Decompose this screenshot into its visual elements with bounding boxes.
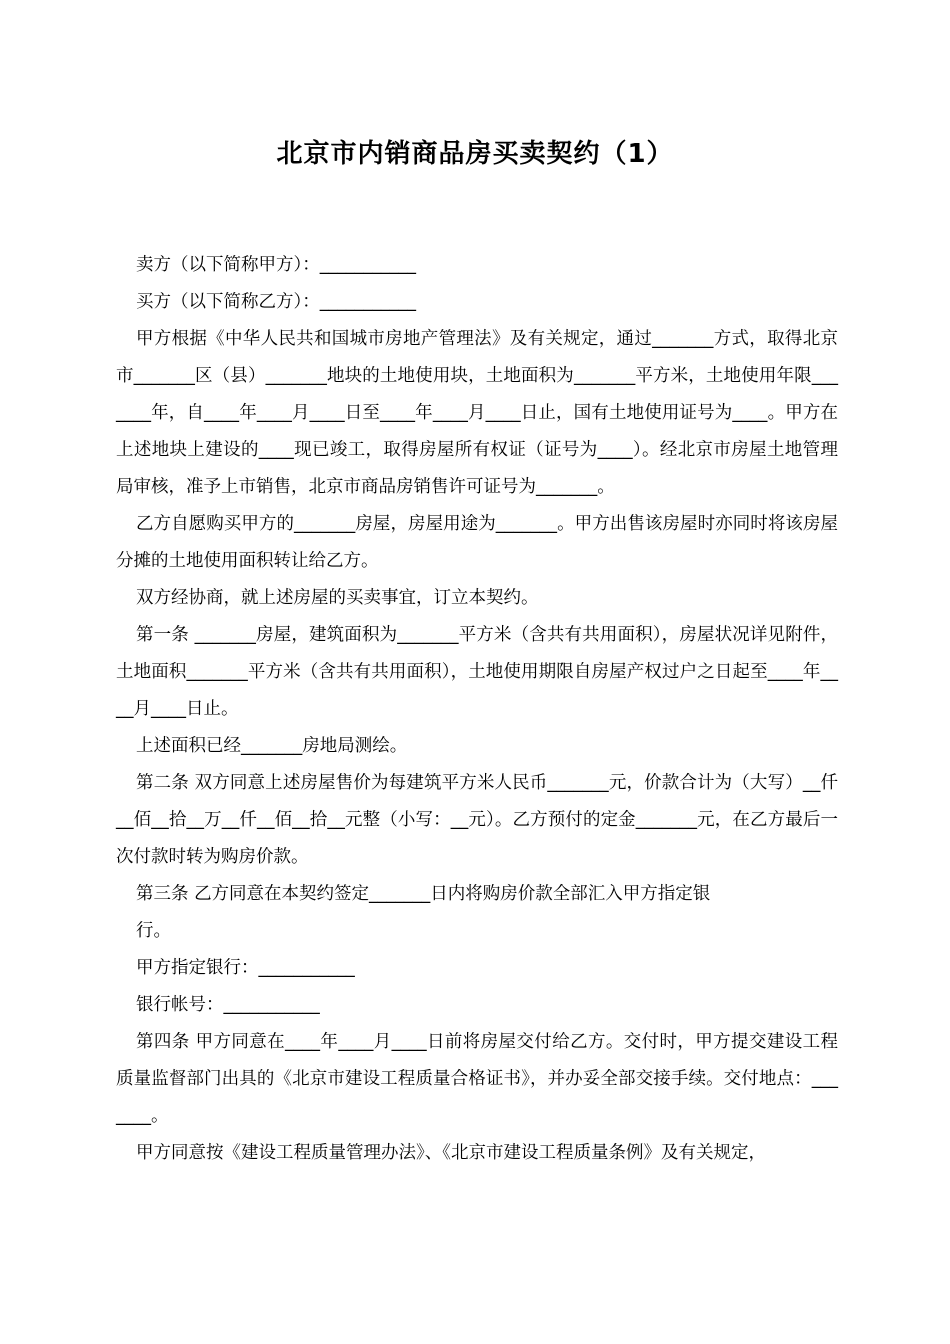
article-3-paragraph: 第三条 乙方同意在本契约签定_______日内将购房价款全部汇入甲方指定银 (136, 884, 711, 904)
article-1-paragraph: 第一条 _______房屋，建筑面积为_______平方米（含共有共用面积），房屋状况详见附件，土地面积_______平方米（含共有共用面积），土地使用期限自房屋产权过户之日起至____年____月____日止。 (116, 625, 838, 719)
document-title: 北京市内销商品房买卖契约（1） (276, 139, 674, 169)
article-2-paragraph: 第二条 双方同意上述房屋售价为每建筑平方米人民币_______元，价款合计为（大写）__仟__佰__拾__万__仟__佰__拾__元整（小写：__元）。乙方预付的定金_______元，在乙方最后一次付款时转为购房价款。 (116, 773, 838, 867)
article-4-paragraph: 第四条 甲方同意在____年____月____日前将房屋交付给乙方。交付时，甲方提交建设工程质量监督部门出具的《北京市建设工程质量合格证书》，并办妥全部交接手续。交付地点：_______。 (116, 1032, 838, 1126)
quality-paragraph: 甲方同意按《建设工程质量管理办法》、《北京市建设工程质量条例》及有关规定， (136, 1143, 766, 1163)
purchase-paragraph: 乙方自愿购买甲方的_______房屋，房屋用途为_______。甲方出售该房屋时亦同时将该房屋分摊的土地使用面积转让给乙方。 (116, 514, 838, 571)
agreement-paragraph: 双方经协商，就上述房屋的买卖事宜，订立本契约。 (136, 588, 539, 608)
preamble-paragraph: 甲方根据《中华人民共和国城市房地产管理法》及有关规定，通过_______方式，取得北京市_______区（县）_______地块的土地使用块，土地面积为_______平方米，土地使用年限_______年，自____年____月____日至____年____月____日止，国有土地使用证号为____。甲方在上述地块上建设的____现已竣工，取得房屋所有权证（证号为____）。经北京市房屋土地管理局审核，准予上市销售，北京市商品房销售许可证号为_______。 (116, 329, 838, 497)
buyer-line: 买方（以下简称乙方）：___________ (136, 292, 416, 312)
contract-body (116, 247, 838, 1172)
seller-line: 卖方（以下简称甲方）：___________ (136, 255, 416, 275)
article-3-continuation: 行。 (136, 921, 171, 941)
designated-bank-line: 甲方指定银行：___________ (136, 958, 355, 978)
survey-paragraph: 上述面积已经_______房地局测绘。 (136, 736, 408, 756)
bank-account-line: 银行帐号：___________ (136, 995, 320, 1015)
